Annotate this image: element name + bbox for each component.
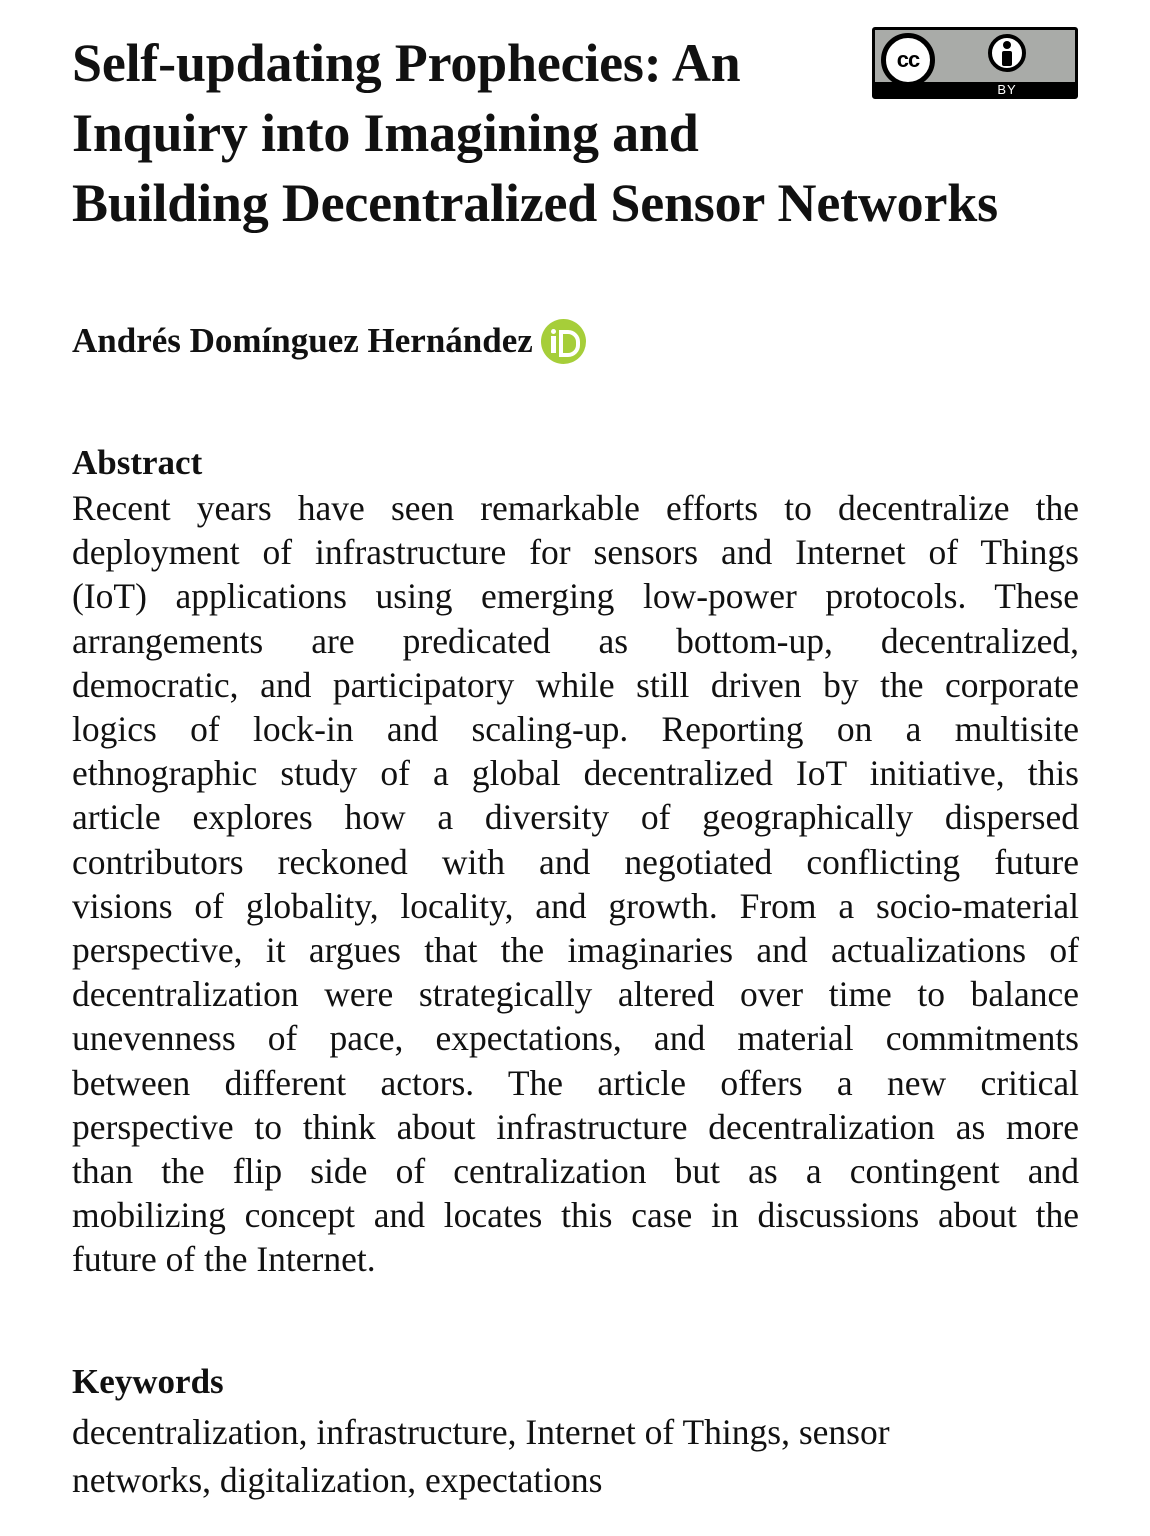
abstract-line: than the flip side of centralization but as a contingent and <box>72 1151 1079 1192</box>
abstract-line: contributors reckoned with and negotiated conflicting future <box>72 841 1079 882</box>
abstract-line: article explores how a diversity of geographically dispersed <box>72 797 1079 838</box>
abstract-line: arrangements are predicated as bottom-up, decentralized, <box>72 620 1079 661</box>
abstract-line: logics of lock-in and scaling-up. Reporting on a multisite <box>72 709 1079 750</box>
abstract-line: democratic, and participatory while still driven by the corporate <box>72 664 1079 705</box>
abstract-line: decentralization were strategically altered over time to balance <box>72 974 1079 1015</box>
title-line: Building Decentralized Sensor Networks <box>72 173 998 233</box>
title-line: Inquiry into Imagining and <box>72 103 699 163</box>
cc-by-license-badge[interactable] <box>872 27 1078 99</box>
title-line: Self-updating Prophecies: An <box>72 33 741 93</box>
abstract-heading: Abstract <box>72 443 203 482</box>
orcid-i-dot <box>551 329 556 334</box>
keywords-line: networks, digitalization, expectations <box>72 1460 603 1500</box>
abstract-line: future of the Internet. <box>72 1239 376 1280</box>
abstract-line: visions of globality, locality, and growth. From a socio-material <box>72 885 1079 926</box>
abstract-line: Recent years have seen remarkable efforts to decentralize the <box>72 488 1079 528</box>
keywords-heading: Keywords <box>72 1362 224 1401</box>
orcid-icon[interactable] <box>541 319 586 364</box>
creative-commons-icon <box>881 33 935 87</box>
abstract-line: unevenness of pace, expectations, and material commitments <box>72 1018 1079 1059</box>
abstract-line: mobilizing concept and locates this case in discussions about the <box>72 1195 1079 1236</box>
abstract-line: deployment of infrastructure for sensors and Internet of Things <box>72 532 1079 573</box>
abstract-line: (IoT) applications using emerging low-power protocols. These <box>72 576 1079 617</box>
attribution-person-icon <box>988 34 1026 72</box>
abstract-line: perspective to think about infrastructure decentralization as more <box>72 1106 1079 1147</box>
author-line <box>72 318 586 364</box>
by-label: BY <box>997 82 1017 97</box>
abstract-line: between different actors. The article offers a new critical <box>72 1062 1079 1103</box>
keywords-text <box>72 1408 1079 1504</box>
author-name: Andrés Domínguez Hernández <box>72 321 533 360</box>
keywords-line: decentralization, infrastructure, Internet of Things, sensor <box>72 1412 890 1452</box>
person-head <box>1003 41 1011 49</box>
cc-label: cc <box>896 47 920 72</box>
abstract-line: perspective, it argues that the imaginaries and actualizations of <box>72 930 1079 971</box>
orcid-i-bar <box>551 336 556 353</box>
orcid-d-shape <box>559 330 580 357</box>
abstract-text <box>72 486 1079 1282</box>
abstract-line: ethnographic study of a global decentralized IoT initiative, this <box>72 753 1079 794</box>
person-body <box>1002 51 1012 66</box>
